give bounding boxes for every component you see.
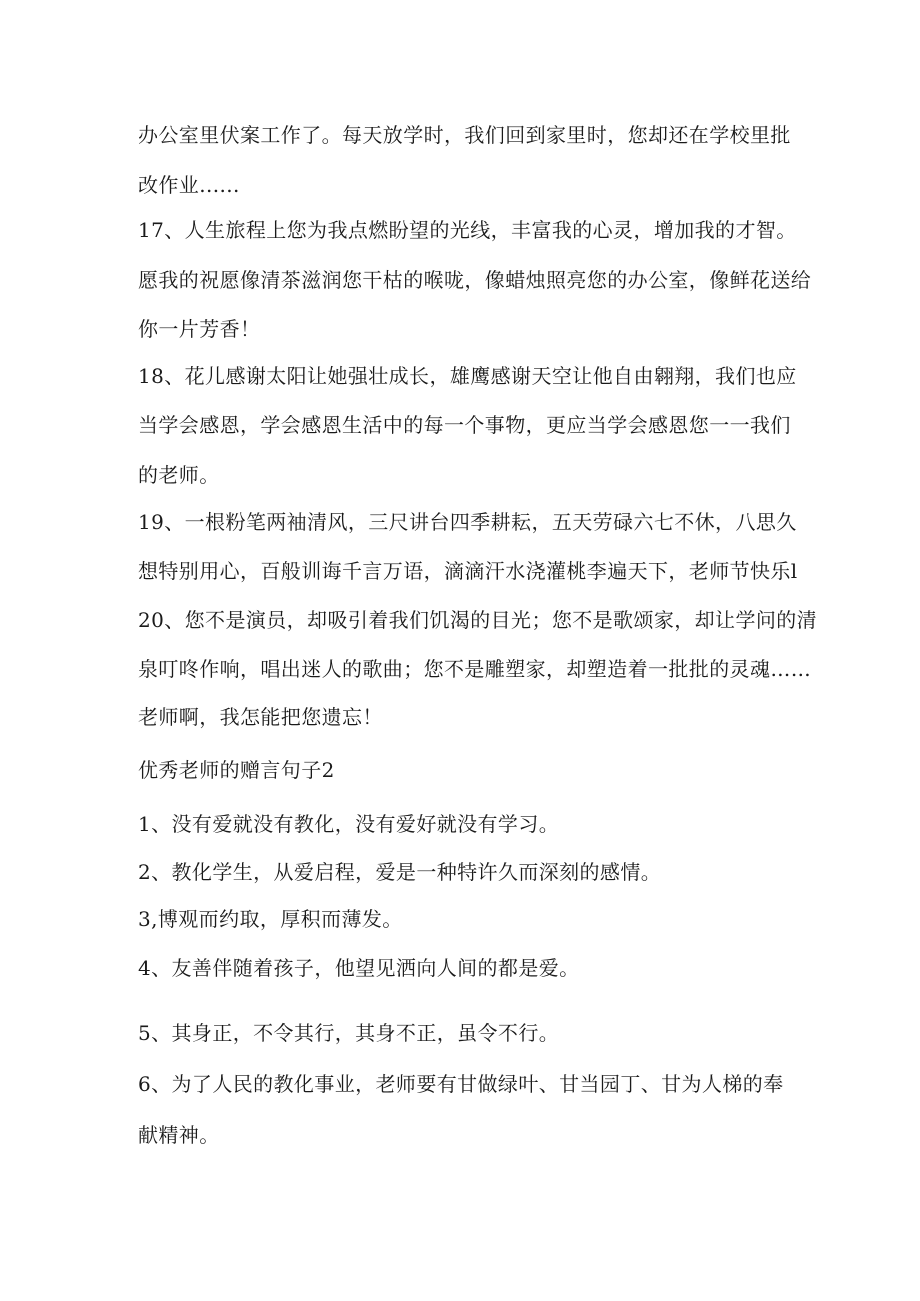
text-line: 的老师。 <box>138 463 220 487</box>
text-line: 办公室里伏案工作了。每天放学时，我们回到家里时，您却还在学校里批 <box>138 123 791 147</box>
text-line: 4、友善伴随着孩子，他望见洒向人间的都是爱。 <box>138 956 580 980</box>
text-line: 想特别用心，百般训诲千言万语，滴滴汗水浇灌桃李遍天下，老师节快乐l <box>138 559 798 583</box>
text-line: 改作业...... <box>138 173 240 197</box>
text-line: 2、教化学生，从爱启程，爱是一种特许久而深刻的感情。 <box>138 860 662 884</box>
text-line: 愿我的祝愿像清茶滋润您干枯的喉咙，像蜡烛照亮您的办公室，像鲜花送给 <box>138 268 812 292</box>
text-line: 老师啊，我怎能把您遗忘！ <box>138 705 383 729</box>
text-line: 5、其身正，不令其行，其身不正，虽令不行。 <box>138 1021 560 1045</box>
section-heading: 优秀老师的赠言句子2 <box>138 758 335 782</box>
text-line: 当学会感恩，学会感恩生活中的每一个事物，更应当学会感恩您一一我们 <box>138 413 791 437</box>
text-line: 献精神。 <box>138 1123 220 1147</box>
text-line: 3,博观而约取，厚积而薄发。 <box>138 907 403 931</box>
text-line: 6、为了人民的教化事业，老师要有甘做绿叶、甘当园丁、甘为人梯的奉 <box>138 1072 784 1096</box>
text-line: 泉叮咚作响，唱出迷人的歌曲；您不是雕塑家，却塑造着一批批的灵魂…… <box>138 657 812 681</box>
text-line: 20、您不是演员，却吸引着我们饥渴的目光；您不是歌颂家，却让学问的清 <box>138 608 818 632</box>
text-line: 1、没有爱就没有教化，没有爱好就没有学习。 <box>138 812 560 836</box>
text-line: 19、一根粉笔两袖清风，三尺讲台四季耕耘，五天劳碌六七不休，八思久 <box>138 510 797 534</box>
text-line: 18、花儿感谢太阳让她强壮成长，雄鹰感谢天空让他自由翱翔，我们也应 <box>138 364 797 388</box>
text-line: 你一片芳香！ <box>138 317 261 341</box>
text-line: 17、人生旅程上您为我点燃盼望的光线，丰富我的心灵，增加我的才智。 <box>138 218 797 242</box>
